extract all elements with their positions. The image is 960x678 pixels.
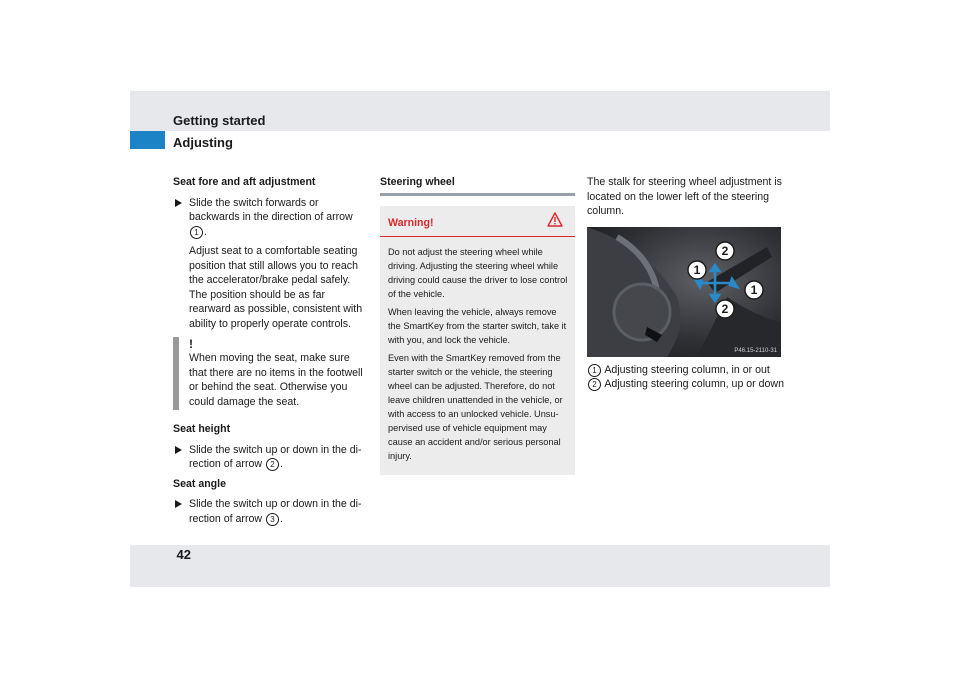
bullet-arrow-icon [175, 199, 182, 207]
heading-fore-aft: Seat fore and aft adjustment [173, 176, 316, 188]
callout-1: 1 [190, 226, 203, 239]
warning-box [380, 206, 575, 475]
header-accent-bar [130, 131, 165, 149]
warning-paragraph-1: Do not adjust the steering wheel while driving. Adjusting the steering wheel while driving could cause the driver to lose control of the vehicle. [388, 246, 568, 299]
column-seat-adjustment [173, 175, 368, 531]
figure-code: P46.15-2110-31 [734, 347, 777, 354]
warning-header [380, 206, 575, 237]
warning-triangle-icon [547, 212, 563, 227]
step-fore-aft: Slide the switch forwards or backwards in the direction of arrow 1 . [173, 196, 368, 240]
fore-aft-paragraph: Adjust seat to a comfortable seating position that still allows you to reach the accelerator/brake pedal safely. The position should be as far rearward as possible, consistent with ability to properly operate controls. [189, 245, 363, 330]
section-title: Adjusting [173, 135, 233, 150]
column-steering-stalk [587, 175, 787, 392]
legend-item-1: 1 Adjusting steering column, in or out [587, 363, 787, 378]
callout-2: 2 [266, 458, 279, 471]
steering-column-photo [587, 227, 781, 357]
stalk-intro: The stalk for steering wheel adjustment is located on the lower left of the steering column. [587, 176, 782, 217]
warning-title: Warning! [388, 216, 434, 229]
legend-item-2: 2 Adjusting steering column, up or down [587, 377, 787, 392]
figure-callout-1-right: 1 [750, 282, 758, 297]
steering-column-figure [587, 227, 781, 357]
warning-paragraph-2: When leaving the vehicle, always remove the SmartKey from the starter switch, take it with you, and lock the vehicle. [388, 306, 567, 345]
note-box [173, 337, 368, 410]
warning-paragraph-3: Even with the SmartKey removed from the starter switch or the vehicle, the steering wheel can be adjusted. Therefore, do not leave children unattended in the vehicle, or with access to an unlocked vehicle. Unsu-pervised use of vehicle equipment may cause an accident and/or serious personal injury. [388, 352, 563, 461]
heading-seat-angle: Seat angle [173, 477, 226, 490]
legend-callout-1: 1 [588, 364, 601, 377]
step-seat-angle: Slide the switch up or down in the di-rection of arrow 3 . [173, 497, 368, 526]
figure-callout-2-bottom: 2 [721, 301, 729, 316]
column-steering-wheel [380, 175, 575, 475]
bullet-arrow-icon [175, 500, 182, 508]
heading-steering-wheel: Steering wheel [380, 175, 575, 196]
bullet-arrow-icon [175, 446, 182, 454]
legend-callout-2: 2 [588, 378, 601, 391]
page-number: 42 [176, 547, 191, 562]
note-text: When moving the seat, make sure that there are no items in the footwell or behind the seat. Otherwise you could damage the seat. [189, 352, 363, 408]
heading-seat-height: Seat height [173, 423, 231, 435]
chapter-title: Getting started [173, 113, 266, 128]
step-seat-height: Slide the switch up or down in the di-rection of arrow 2 . [173, 443, 368, 472]
figure-callout-2-top: 2 [721, 243, 729, 258]
figure-callout-1-left: 1 [693, 262, 701, 277]
callout-3: 3 [266, 513, 279, 526]
footer-band [130, 545, 830, 587]
note-exclamation-icon: ! [189, 337, 193, 351]
